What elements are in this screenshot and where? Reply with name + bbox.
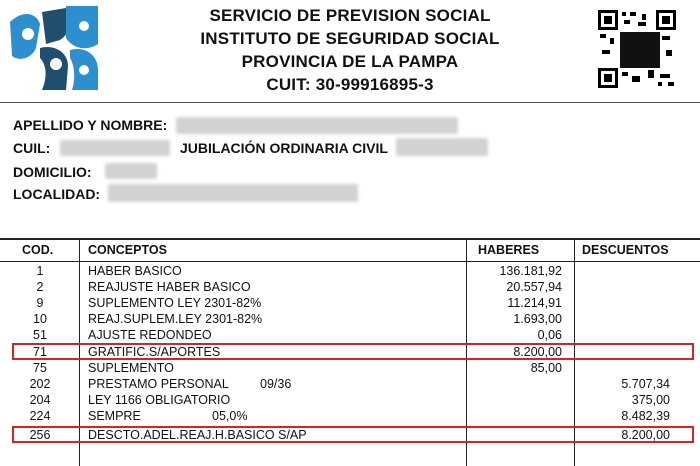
row-concepto: SEMPRE <box>88 409 141 423</box>
row-cod: 51 <box>33 328 47 342</box>
header-cuit: CUIT: 30-99916895-3 <box>266 75 434 94</box>
institute-logo <box>6 4 102 92</box>
localidad-redacted <box>108 184 358 202</box>
table-row <box>0 409 700 425</box>
row-concepto: REAJ.SUPLEM.LEY 2301-82% <box>88 312 263 326</box>
row-haberes: 11.214,91 <box>507 296 562 310</box>
row-concepto: SUPLEMENTO LEY 2301-82% <box>88 296 262 310</box>
row-percentage: 05,0% <box>212 409 248 423</box>
apellido-label: APELLIDO Y NOMBRE: <box>13 117 168 133</box>
domicilio-label: DOMICILIO: <box>13 164 92 180</box>
name-redacted <box>176 117 458 134</box>
highlight-row-71 <box>12 343 694 360</box>
cuil-redacted <box>60 140 170 156</box>
row-concepto: GRATIFIC.S/APORTES <box>88 345 221 359</box>
header-conceptos: CONCEPTOS <box>88 243 167 257</box>
row-descuentos: 375,00 <box>631 393 670 407</box>
highlight-row-256 <box>12 426 694 443</box>
table-row <box>0 328 700 344</box>
row-cod: 224 <box>29 409 51 423</box>
row-haberes: 8.200,00 <box>513 345 562 359</box>
row-cod: 10 <box>33 312 47 326</box>
localidad-label: LOCALIDAD: <box>13 186 101 202</box>
row-concepto: PRESTAMO PERSONAL <box>88 377 229 391</box>
row-haberes: 85,00 <box>530 361 562 375</box>
row-concepto: LEY 1166 OBLIGATORIO <box>88 393 231 407</box>
row-haberes: 20.557,94 <box>506 280 562 294</box>
row-haberes: 1.693,00 <box>513 312 562 326</box>
row-descuentos: 8.200,00 <box>621 428 670 442</box>
header-haberes: HABERES <box>478 243 540 257</box>
row-haberes: 0,06 <box>537 328 562 342</box>
table-row <box>0 280 700 296</box>
header-descuentos: DESCUENTOS <box>582 243 669 257</box>
row-cod: 204 <box>29 393 51 407</box>
table-row <box>0 312 700 328</box>
row-descuentos: 8.482,39 <box>621 409 670 423</box>
row-descuentos: 5.707,34 <box>621 377 670 391</box>
benefit-type: JUBILACIÓN ORDINARIA CIVIL <box>180 140 388 156</box>
row-cod: 71 <box>33 345 47 359</box>
row-installment: 09/36 <box>260 377 292 391</box>
header-line-3: PROVINCIA DE LA PAMPA <box>241 52 459 71</box>
table-row <box>0 393 700 409</box>
benefit-redacted <box>396 138 488 156</box>
row-cod: 256 <box>29 428 51 442</box>
row-cod: 202 <box>29 377 51 391</box>
row-concepto: DESCTO.ADEL.REAJ.H.BASICO S/AP <box>88 428 307 442</box>
row-cod: 9 <box>36 296 44 310</box>
row-haberes: 136.181,92 <box>499 264 562 278</box>
qr-code <box>598 10 676 88</box>
row-concepto: REAJUSTE HABER BASICO <box>88 280 251 294</box>
header-line-1: SERVICIO DE PREVISION SOCIAL <box>209 6 491 25</box>
cuil-label: CUIL: <box>13 140 51 156</box>
row-cod: 2 <box>36 280 44 294</box>
table-row <box>0 377 700 393</box>
row-concepto: AJUSTE REDONDEO <box>88 328 212 342</box>
row-concepto: SUPLEMENTO <box>88 361 174 375</box>
table-row <box>0 296 700 312</box>
header-line-2: INSTITUTO DE SEGURIDAD SOCIAL <box>200 29 500 48</box>
table-row <box>0 264 700 280</box>
qr-redaction <box>620 32 660 68</box>
header-cod: COD. <box>22 243 54 257</box>
row-cod: 75 <box>33 361 47 375</box>
domicilio-redacted <box>105 163 157 179</box>
row-concepto: HABER BASICO <box>88 264 182 278</box>
row-cod: 1 <box>36 264 44 278</box>
table-row <box>0 361 700 377</box>
